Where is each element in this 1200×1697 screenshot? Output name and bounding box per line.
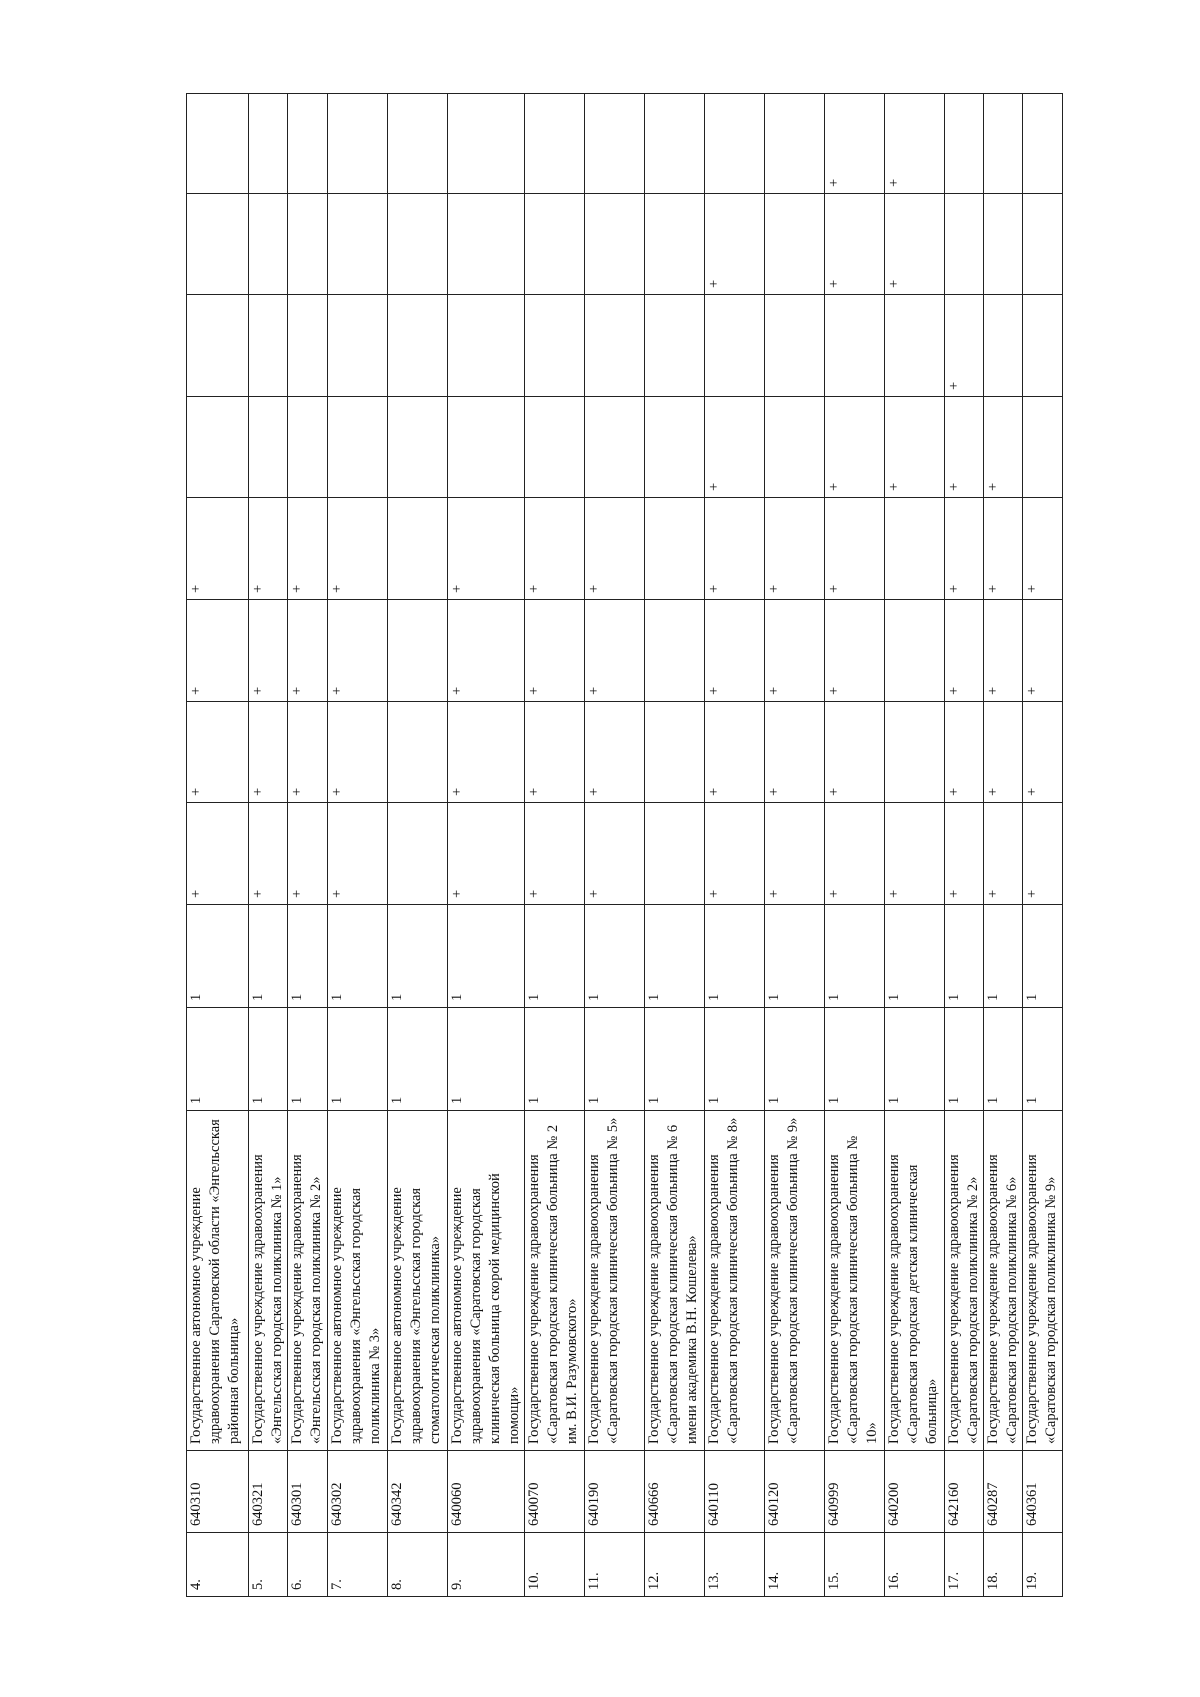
mark-cell-3: + [525, 600, 585, 702]
value-cell-1: 1 [1023, 1008, 1063, 1111]
mark-cell-5: + [984, 397, 1023, 498]
mark-cell-6 [645, 295, 705, 397]
value-cell-2: 1 [388, 905, 448, 1008]
mark-cell-3: + [448, 600, 525, 702]
mark-cell-7 [984, 194, 1023, 295]
mark-cell-2 [885, 702, 945, 803]
table-row [448, 94, 525, 1597]
institution-name: Государственное учреждение здравоохранения «Саратовская городская поликлиника № 6» [984, 1111, 1023, 1451]
institution-name: Государственное автономное учреждение здравоохранения «Саратовская городская клиническая больница скорой медицинской помощи» [448, 1111, 525, 1451]
value-cell-2: 1 [249, 905, 288, 1008]
mark-cell-7 [585, 194, 645, 295]
row-code: 640666 [645, 1451, 705, 1533]
mark-cell-8 [249, 94, 288, 194]
mark-cell-4: + [288, 498, 328, 600]
row-number: 4. [187, 1533, 249, 1597]
mark-cell-5 [525, 397, 585, 498]
mark-cell-7 [645, 194, 705, 295]
mark-cell-7: + [705, 194, 765, 295]
table-row [249, 94, 288, 1597]
mark-cell-5: + [945, 397, 984, 498]
value-cell-2: 1 [825, 905, 885, 1008]
mark-cell-2: + [765, 702, 825, 803]
value-cell-1: 1 [645, 1008, 705, 1111]
mark-cell-5: + [705, 397, 765, 498]
mark-cell-3: + [1023, 600, 1063, 702]
mark-cell-5: + [825, 397, 885, 498]
mark-cell-3: + [288, 600, 328, 702]
institution-name: Государственное учреждение здравоохранения «Саратовская городская клиническая больница № 5» [585, 1111, 645, 1451]
row-number: 7. [328, 1533, 388, 1597]
institution-name: Государственное автономное учреждение здравоохранения «Энгельсская городская поликлиника № 3» [328, 1111, 388, 1451]
institution-name: Государственное учреждение здравоохранения «Саратовская городская клиническая больница № 8» [705, 1111, 765, 1451]
mark-cell-3 [388, 600, 448, 702]
mark-cell-7 [945, 194, 984, 295]
institution-name: Государственное учреждение здравоохранения «Саратовская городская клиническая больница № 9» [765, 1111, 825, 1451]
row-number: 8. [388, 1533, 448, 1597]
table-row [1023, 94, 1063, 1597]
row-number: 6. [288, 1533, 328, 1597]
table-row [187, 94, 249, 1597]
mark-cell-7 [388, 194, 448, 295]
row-code: 640321 [249, 1451, 288, 1533]
value-cell-2: 1 [705, 905, 765, 1008]
mark-cell-6 [448, 295, 525, 397]
mark-cell-8 [705, 94, 765, 194]
mark-cell-3: + [249, 600, 288, 702]
row-number: 5. [249, 1533, 288, 1597]
table-body [187, 94, 1063, 1597]
row-code: 640999 [825, 1451, 885, 1533]
mark-cell-4: + [448, 498, 525, 600]
mark-cell-5 [1023, 397, 1063, 498]
table-row [945, 94, 984, 1597]
row-number: 14. [765, 1533, 825, 1597]
mark-cell-4: + [1023, 498, 1063, 600]
mark-cell-3: + [705, 600, 765, 702]
institution-name: Государственное учреждение здравоохранения «Саратовская городская детская клиническая больница» [885, 1111, 945, 1451]
mark-cell-1: + [328, 803, 388, 905]
table-row [288, 94, 328, 1597]
mark-cell-1: + [187, 803, 249, 905]
mark-cell-6: + [945, 295, 984, 397]
mark-cell-6 [328, 295, 388, 397]
mark-cell-1: + [885, 803, 945, 905]
value-cell-1: 1 [525, 1008, 585, 1111]
mark-cell-3: + [328, 600, 388, 702]
table-row [765, 94, 825, 1597]
mark-cell-6 [388, 295, 448, 397]
table-row [388, 94, 448, 1597]
mark-cell-3: + [825, 600, 885, 702]
mark-cell-8 [187, 94, 249, 194]
mark-cell-4 [388, 498, 448, 600]
value-cell-1: 1 [705, 1008, 765, 1111]
value-cell-2: 1 [288, 905, 328, 1008]
row-code: 642160 [945, 1451, 984, 1533]
value-cell-1: 1 [984, 1008, 1023, 1111]
row-number: 15. [825, 1533, 885, 1597]
mark-cell-6 [885, 295, 945, 397]
value-cell-1: 1 [765, 1008, 825, 1111]
mark-cell-6 [765, 295, 825, 397]
row-code: 640190 [585, 1451, 645, 1533]
row-number: 11. [585, 1533, 645, 1597]
value-cell-2: 1 [187, 905, 249, 1008]
mark-cell-8 [388, 94, 448, 194]
row-number: 10. [525, 1533, 585, 1597]
table-row [328, 94, 388, 1597]
value-cell-1: 1 [388, 1008, 448, 1111]
mark-cell-1: + [249, 803, 288, 905]
mark-cell-7 [249, 194, 288, 295]
mark-cell-6 [187, 295, 249, 397]
mark-cell-6 [525, 295, 585, 397]
mark-cell-3: + [984, 600, 1023, 702]
mark-cell-5: + [885, 397, 945, 498]
institution-name: Государственное учреждение здравоохранения «Саратовская городская клиническая больница № 2 им. В.И. Разумовского» [525, 1111, 585, 1451]
institution-name: Государственное учреждение здравоохранения «Энгельсская городская поликлиника № 2» [288, 1111, 328, 1451]
row-code: 640200 [885, 1451, 945, 1533]
mark-cell-4: + [328, 498, 388, 600]
value-cell-2: 1 [1023, 905, 1063, 1008]
mark-cell-1 [645, 803, 705, 905]
value-cell-2: 1 [448, 905, 525, 1008]
mark-cell-2: + [525, 702, 585, 803]
mark-cell-5 [765, 397, 825, 498]
mark-cell-6 [825, 295, 885, 397]
mark-cell-8 [585, 94, 645, 194]
mark-cell-1 [388, 803, 448, 905]
mark-cell-4 [885, 498, 945, 600]
mark-cell-4: + [825, 498, 885, 600]
mark-cell-3: + [945, 600, 984, 702]
value-cell-2: 1 [984, 905, 1023, 1008]
row-code: 640070 [525, 1451, 585, 1533]
institution-name: Государственное учреждение здравоохранения «Саратовская городская клиническая больница № 10» [825, 1111, 885, 1451]
row-number: 12. [645, 1533, 705, 1597]
mark-cell-7 [328, 194, 388, 295]
row-code: 640310 [187, 1451, 249, 1533]
table-row [825, 94, 885, 1597]
institution-name: Государственное автономное учреждение здравоохранения «Энгельсская городская стоматологическая поликлиника» [388, 1111, 448, 1451]
mark-cell-1: + [705, 803, 765, 905]
row-code: 640287 [984, 1451, 1023, 1533]
value-cell-1: 1 [585, 1008, 645, 1111]
mark-cell-7: + [825, 194, 885, 295]
mark-cell-4: + [945, 498, 984, 600]
mark-cell-3: + [585, 600, 645, 702]
value-cell-2: 1 [885, 905, 945, 1008]
mark-cell-8 [1023, 94, 1063, 194]
row-code: 640342 [388, 1451, 448, 1533]
institutions-table [186, 93, 1063, 1597]
mark-cell-2: + [328, 702, 388, 803]
value-cell-2: 1 [765, 905, 825, 1008]
row-number: 13. [705, 1533, 765, 1597]
rotated-table-container [186, 94, 1115, 1597]
mark-cell-6 [249, 295, 288, 397]
institution-name: Государственное учреждение здравоохранения «Энгельсская городская поликлиника № 1» [249, 1111, 288, 1451]
mark-cell-1: + [448, 803, 525, 905]
mark-cell-1: + [825, 803, 885, 905]
mark-cell-6 [1023, 295, 1063, 397]
value-cell-2: 1 [328, 905, 388, 1008]
value-cell-2: 1 [645, 905, 705, 1008]
mark-cell-7 [1023, 194, 1063, 295]
value-cell-1: 1 [288, 1008, 328, 1111]
value-cell-1: 1 [885, 1008, 945, 1111]
mark-cell-4: + [705, 498, 765, 600]
value-cell-1: 1 [249, 1008, 288, 1111]
mark-cell-2: + [825, 702, 885, 803]
mark-cell-2: + [1023, 702, 1063, 803]
mark-cell-4: + [525, 498, 585, 600]
institution-name: Государственное автономное учреждение здравоохранения Саратовской области «Энгельсская районная больница» [187, 1111, 249, 1451]
row-code: 640060 [448, 1451, 525, 1533]
mark-cell-7 [448, 194, 525, 295]
mark-cell-1: + [984, 803, 1023, 905]
value-cell-1: 1 [945, 1008, 984, 1111]
mark-cell-7 [765, 194, 825, 295]
mark-cell-5 [645, 397, 705, 498]
row-code: 640110 [705, 1451, 765, 1533]
mark-cell-5 [585, 397, 645, 498]
value-cell-1: 1 [448, 1008, 525, 1111]
mark-cell-8 [645, 94, 705, 194]
row-code: 640361 [1023, 1451, 1063, 1533]
row-number: 16. [885, 1533, 945, 1597]
mark-cell-5 [448, 397, 525, 498]
mark-cell-8: + [885, 94, 945, 194]
mark-cell-5 [328, 397, 388, 498]
institution-name: Государственное учреждение здравоохранения «Саратовская городская поликлиника № 9» [1023, 1111, 1063, 1451]
mark-cell-4: + [249, 498, 288, 600]
mark-cell-1: + [585, 803, 645, 905]
mark-cell-8 [984, 94, 1023, 194]
value-cell-1: 1 [187, 1008, 249, 1111]
mark-cell-4: + [187, 498, 249, 600]
table-row [885, 94, 945, 1597]
mark-cell-7: + [885, 194, 945, 295]
value-cell-1: 1 [825, 1008, 885, 1111]
mark-cell-2: + [288, 702, 328, 803]
row-number: 9. [448, 1533, 525, 1597]
mark-cell-2: + [448, 702, 525, 803]
mark-cell-6 [288, 295, 328, 397]
mark-cell-5 [388, 397, 448, 498]
mark-cell-7 [187, 194, 249, 295]
table-row [984, 94, 1023, 1597]
mark-cell-7 [288, 194, 328, 295]
mark-cell-6 [585, 295, 645, 397]
mark-cell-8 [765, 94, 825, 194]
institution-name: Государственное учреждение здравоохранения «Саратовская городская поликлиника № 2» [945, 1111, 984, 1451]
mark-cell-4 [645, 498, 705, 600]
value-cell-1: 1 [328, 1008, 388, 1111]
mark-cell-3 [645, 600, 705, 702]
mark-cell-3 [885, 600, 945, 702]
mark-cell-5 [187, 397, 249, 498]
value-cell-2: 1 [585, 905, 645, 1008]
row-number: 18. [984, 1533, 1023, 1597]
row-code: 640301 [288, 1451, 328, 1533]
mark-cell-3: + [765, 600, 825, 702]
mark-cell-7 [525, 194, 585, 295]
mark-cell-4: + [765, 498, 825, 600]
value-cell-2: 1 [525, 905, 585, 1008]
row-number: 17. [945, 1533, 984, 1597]
mark-cell-4: + [585, 498, 645, 600]
row-number: 19. [1023, 1533, 1063, 1597]
mark-cell-1: + [525, 803, 585, 905]
mark-cell-2 [645, 702, 705, 803]
mark-cell-2: + [187, 702, 249, 803]
mark-cell-1: + [945, 803, 984, 905]
mark-cell-5 [288, 397, 328, 498]
mark-cell-4: + [984, 498, 1023, 600]
mark-cell-1: + [1023, 803, 1063, 905]
table-row [645, 94, 705, 1597]
mark-cell-2: + [984, 702, 1023, 803]
mark-cell-1: + [288, 803, 328, 905]
mark-cell-3: + [187, 600, 249, 702]
mark-cell-2: + [249, 702, 288, 803]
row-code: 640120 [765, 1451, 825, 1533]
mark-cell-8 [448, 94, 525, 194]
table-row [525, 94, 585, 1597]
mark-cell-8 [525, 94, 585, 194]
mark-cell-2: + [585, 702, 645, 803]
mark-cell-2 [388, 702, 448, 803]
table-row [585, 94, 645, 1597]
table-row [705, 94, 765, 1597]
mark-cell-5 [249, 397, 288, 498]
mark-cell-6 [705, 295, 765, 397]
value-cell-2: 1 [945, 905, 984, 1008]
mark-cell-8 [945, 94, 984, 194]
mark-cell-8 [328, 94, 388, 194]
mark-cell-8 [288, 94, 328, 194]
institution-name: Государственное учреждение здравоохранения «Саратовская городская клиническая больница № 6 имени академика В.Н. Кошелева» [645, 1111, 705, 1451]
mark-cell-6 [984, 295, 1023, 397]
mark-cell-2: + [945, 702, 984, 803]
row-code: 640302 [328, 1451, 388, 1533]
mark-cell-2: + [705, 702, 765, 803]
mark-cell-8: + [825, 94, 885, 194]
mark-cell-1: + [765, 803, 825, 905]
